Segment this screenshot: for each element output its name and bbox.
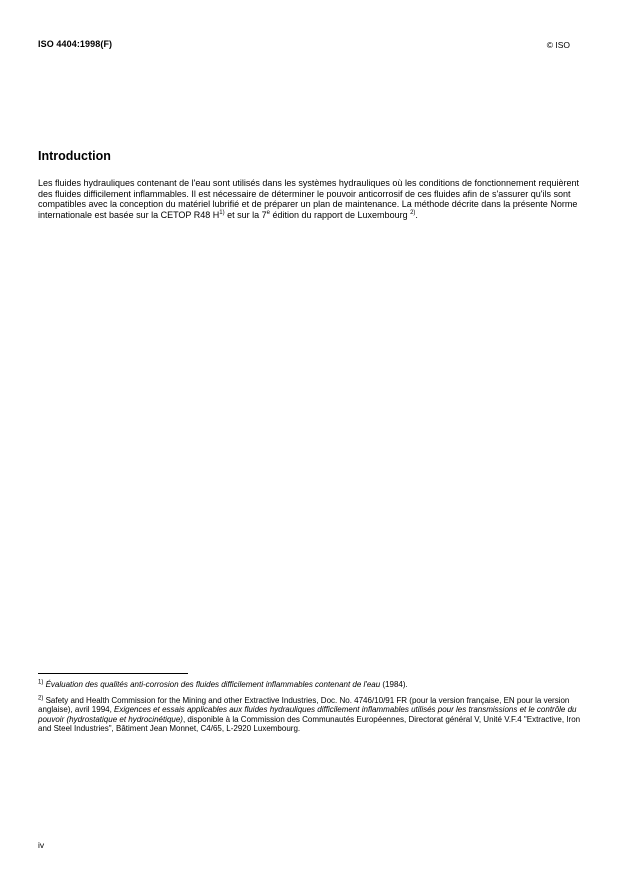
page-number: iv <box>38 840 45 850</box>
footnote-marker: 2) <box>38 694 44 701</box>
footnote-ref-1: 1) <box>219 209 225 216</box>
footnote-text: Safety and Health Commission for the Mining and other Extractive Industries, Doc. No. 4746/10/91 FR (pour la version française, EN pour la version anglaise), avril 1994, <box>38 695 570 714</box>
copyright-notice: © ISO <box>546 40 570 50</box>
intro-text-part2: et sur la 7 <box>224 209 267 220</box>
introduction-paragraph <box>38 178 584 220</box>
footnote-text: (1984). <box>380 680 408 689</box>
footnote-2 <box>38 696 584 734</box>
intro-text-part4: . <box>415 209 418 220</box>
footnote-title: Exigences et essais applicables aux fluides hydrauliques difficilement inflammables utilisés pour les transmissions et le contrôle du pouvoir (hydrostatique et hydrocinétique) <box>38 705 577 724</box>
footnote-text: , disponible à la Commission des Communautés Européennes, Directorat général V, Unité V.F.4 "Extractive, Iron and Steel Industries", Bâtiment Jean Monnet, C4/65, L-2920 Luxembourg. <box>38 714 581 733</box>
footnote-separator <box>38 673 188 674</box>
section-title: Introduction <box>38 149 111 163</box>
intro-text-part3: édition du rapport de Luxembourg <box>269 209 411 220</box>
footnote-ref-2: 2) <box>410 209 416 216</box>
standard-identifier: ISO 4404:1998(F) <box>38 39 113 49</box>
intro-text-part1: Les fluides hydrauliques contenant de l'eau sont utilisés dans les systèmes hydrauliques où les conditions de fonctionnement requièrent des fluides difficilement inflammables. Il est nécessaire de déterminer le pouvoir anticorrosif de ces fluides afin de s'assurer qu'ils sont compatibles avec la conception du matériel lubrifié et de préparer un plan de maintenance. La méthode décrite dans la présente Norme internationale est basée sur la CETOP R48 H <box>38 178 580 220</box>
footnotes <box>38 680 584 740</box>
ordinal-suffix: e <box>266 209 270 216</box>
footnote-1 <box>38 680 584 690</box>
footnote-marker: 1) <box>38 679 44 686</box>
footnote-title: Évaluation des qualités anti-corrosion des fluides difficilement inflammables contenant de l'eau <box>45 680 381 689</box>
